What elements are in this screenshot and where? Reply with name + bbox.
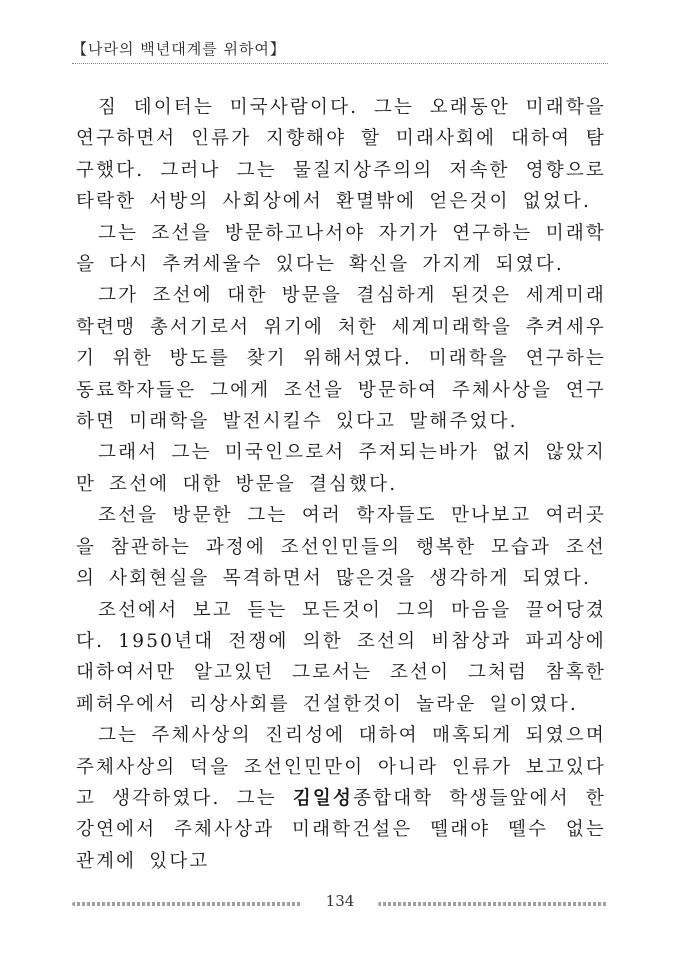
paragraph-7: [76, 720, 606, 877]
paragraph-3: 그가 조선에 대한 방문을 결심하게 된것은 세계미래학련맹 총서기로서 위기에 처한 세계미래학을 추켜세우기 위한 방도를 찾기 위해서였다. 미래학을 연구하는 동료학자들은 그에게 조선을 방문하여 주체사상을 연구하면 미래학을 발전시킬수 있다고 말해주었다.: [76, 285, 606, 433]
footer-ornament-right: [378, 902, 608, 906]
paragraph-5: 조선을 방문한 그는 여러 학자들도 만나보고 여러곳을 참관하는 과정에 조선인민들의 행복한 모습과 조선의 사회현실을 목격하면서 많은것을 생각하게 되였다.: [76, 505, 606, 590]
paragraph-2: 그는 조선을 방문하고나서야 자기가 연구하는 미래학을 다시 추켜세울수 있다는 확신을 가지게 되였다.: [76, 222, 606, 276]
paragraph-7-start: 그는 주체사상의 진리성에 대하여 매혹되게 되였으며 주체사상의 덕을 조선인민만이 아니라 인류가 보고있다고 생각하였다. 그는: [76, 725, 606, 809]
paragraph-7-end: 종합대학 학생들앞에서 한 강연에서 주체사상과 미래학건설은 뗄래야 뗄수 없는 관계에 있다고: [76, 787, 606, 872]
paragraph-6: 조선에서 보고 듣는 모든것이 그의 마음을 끌어당겼다. 1950년대 전쟁에 의한 조선의 비참상과 파괴상에 대하여서만 알고있던 그로서는 조선이 그처럼 참혹한 페허우에서 리상사회를 건설한것이 놀라운 일이였다.: [76, 599, 606, 715]
page-footer: [72, 892, 608, 914]
running-header: 【나라의 백년대계를 위하여】: [72, 40, 286, 58]
paragraph-4: 그래서 그는 미국인으로서 주저되는바가 없지 않았지만 조선에 대한 방문을 결심했다.: [76, 442, 606, 495]
leader-name-bold: 김일성: [292, 787, 354, 809]
page-number: 134: [325, 892, 355, 910]
body-text: [76, 92, 606, 877]
paragraph-1: 짐 데이터는 미국사람이다. 그는 오래동안 미래학을 연구하면서 인류가 지향해야 할 미래사회에 대하여 탐구했다. 그러나 그는 물질지상주의의 저속한 영향으로 타락한 서방의 사회상에서 환멸밖에 얻은것이 없었다.: [76, 97, 606, 213]
header-divider: [72, 63, 608, 64]
